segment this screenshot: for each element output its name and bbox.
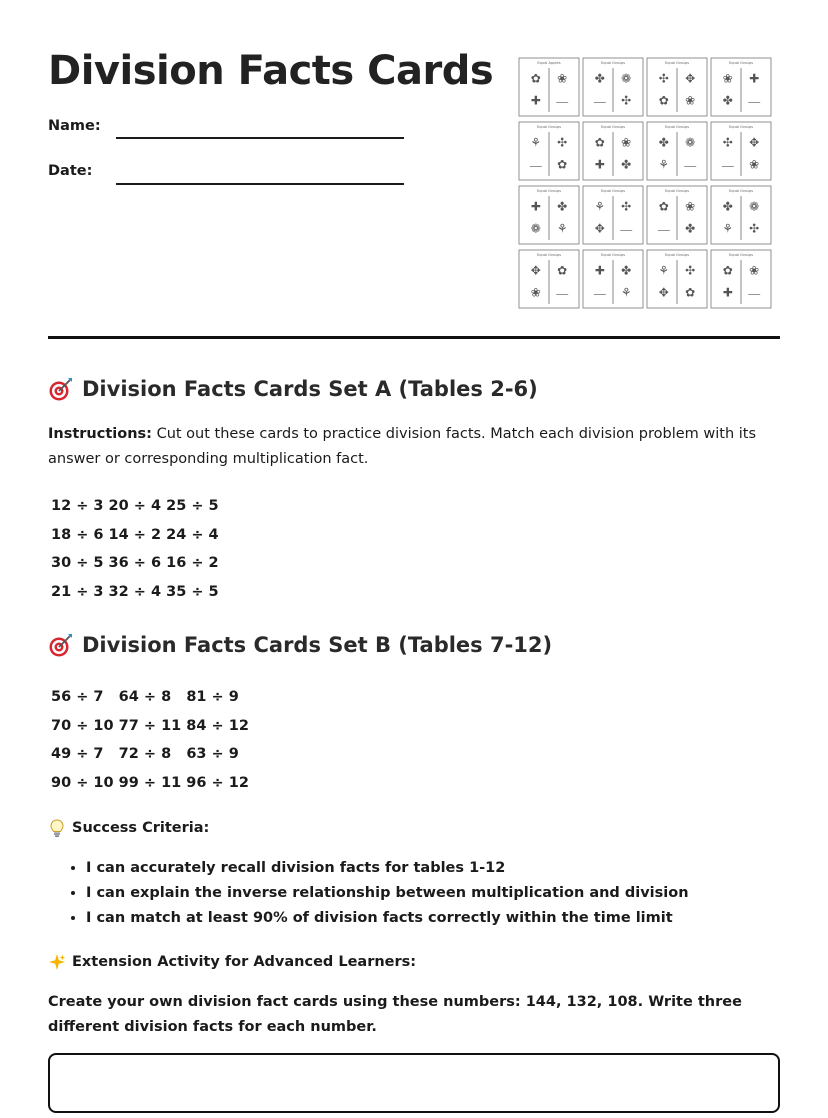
instructions-label: Instructions:: [48, 426, 152, 442]
thumbnail-doodle: ✿: [557, 263, 568, 278]
thumbnail-doodle: ✤: [594, 71, 605, 86]
thumbnail-doodle: ✣: [658, 71, 669, 86]
thumbnail-doodle: ✚: [722, 285, 733, 300]
thumbnail-doodle: ❀: [621, 135, 632, 150]
thumbnail-card-label: Equal Groups: [537, 189, 561, 193]
thumbnail-card-label: Equal Groups: [729, 125, 753, 129]
thumbnail-doodle: ✤: [621, 157, 632, 172]
thumbnail-card: [583, 250, 643, 308]
thumbnail-card-label: Equal Groups: [537, 125, 561, 129]
thumbnail-doodle: ✚: [530, 199, 541, 214]
thumbnail-doodle: ✥: [530, 263, 541, 278]
thumbnail-card-label: Equal Groups: [665, 61, 689, 65]
list-item: • I can match at least 90% of division facts correctly within the time limit: [86, 906, 689, 931]
thumbnail-doodle: ⚘: [530, 135, 542, 150]
thumbnail-card-label: Equal Groups: [601, 61, 625, 65]
date-field: [48, 163, 92, 179]
set-b-title: Division Facts Cards Set B (Tables 7-12): [82, 633, 553, 657]
thumbnail-doodle: ✿: [594, 135, 605, 150]
thumbnail-card: [711, 122, 771, 180]
thumbnail-doodle: ✥: [594, 221, 605, 236]
thumbnail-card-label: Equal Groups: [729, 189, 753, 193]
thumbnail-card: [519, 58, 579, 116]
worksheet-header: [48, 0, 780, 340]
card-row: 18 ÷ 6 14 ÷ 2 24 ÷ 4: [51, 526, 219, 543]
card-row: 30 ÷ 5 36 ÷ 6 16 ÷ 2: [51, 555, 219, 571]
thumbnail-doodle: ✥: [685, 71, 696, 86]
thumbnail-card-label: Equal Groups: [601, 125, 625, 129]
thumbnail-doodle: ⚘: [722, 221, 734, 236]
thumbnail-card: [647, 250, 707, 308]
thumbnail-doodle: ❀: [685, 93, 696, 108]
set-b-cards: [51, 683, 249, 797]
thumbnail-doodle: ❁: [685, 135, 696, 150]
thumbnail-doodle: ❁: [749, 199, 760, 214]
thumbnail-doodle: ✣: [685, 263, 696, 278]
header-divider: [48, 336, 780, 339]
thumbnail-card: [647, 122, 707, 180]
thumbnail-card: [711, 58, 771, 116]
thumbnail-doodle: ✿: [685, 285, 696, 300]
thumbnail-doodle: ❀: [749, 157, 760, 172]
set-a-heading: [48, 376, 538, 402]
thumbnail-doodle: ✥: [749, 135, 760, 150]
thumbnail-doodle: ✿: [722, 263, 733, 278]
thumbnail-card: [647, 186, 707, 244]
thumbnail-card-label: Equal Apples: [537, 61, 561, 65]
instructions: [48, 422, 780, 472]
thumbnail-card-label: Equal Groups: [601, 189, 625, 193]
thumbnail-doodle: ✤: [722, 93, 733, 108]
thumbnail-card-label: Equal Groups: [665, 125, 689, 129]
thumbnail-doodle: ❀: [685, 199, 696, 214]
thumbnail-doodle: ✣: [722, 135, 733, 150]
set-a-title: Division Facts Cards Set A (Tables 2-6): [82, 377, 538, 401]
thumbnail-card: [519, 186, 579, 244]
thumbnail-doodle: ✚: [530, 93, 541, 108]
thumbnail-doodle: ✚: [749, 71, 760, 86]
set-b-heading: [48, 632, 552, 658]
thumbnail-card: [519, 250, 579, 308]
thumbnail-doodle: ⚘: [620, 285, 632, 300]
date-write-line: [116, 183, 404, 185]
thumbnail-doodle: ❀: [530, 285, 541, 300]
thumbnail-doodle: ✿: [658, 199, 669, 214]
card-row: 70 ÷ 10 77 ÷ 11 84 ÷ 12: [51, 717, 249, 734]
sparkle-icon: [48, 952, 66, 972]
thumbnail-doodle: ✤: [722, 199, 733, 214]
thumbnail-doodle: ✣: [621, 93, 632, 108]
thumbnail-doodle: ✿: [530, 71, 541, 86]
date-label: Date:: [48, 163, 93, 179]
thumbnail-doodle: ⚘: [658, 157, 670, 172]
thumbnail-doodle: ❀: [557, 71, 568, 86]
thumbnail-doodle: ❀: [749, 263, 760, 278]
card-row: 12 ÷ 3 20 ÷ 4 25 ÷ 5: [51, 498, 219, 514]
set-a-cards: [51, 492, 219, 606]
name-write-line: [116, 137, 404, 139]
thumbnail-doodle: ✤: [658, 135, 669, 150]
extension-heading: [48, 952, 416, 972]
dart-target-icon: [48, 632, 74, 658]
thumbnail-card-label: Equal Groups: [729, 253, 753, 257]
card-row: 21 ÷ 3 32 ÷ 4 35 ÷ 5: [51, 583, 219, 600]
list-item: • I can accurately recall division facts for tables 1-12: [86, 856, 689, 881]
card-row: 56 ÷ 7 64 ÷ 8 81 ÷ 9: [51, 689, 239, 705]
thumbnail-doodle: ✚: [594, 263, 605, 278]
thumbnail-doodle: ❁: [621, 71, 632, 86]
list-item: • I can explain the inverse relationship between multiplication and division: [86, 881, 689, 906]
thumbnail-doodle: ✤: [621, 263, 632, 278]
thumbnail-doodle: ✣: [749, 221, 760, 236]
success-criteria-list: [68, 856, 689, 931]
thumbnail-doodle: ⚘: [658, 263, 670, 278]
thumbnail-doodle: ❁: [530, 221, 541, 236]
thumbnail-doodle: ✚: [594, 157, 605, 172]
thumbnail-card: [583, 186, 643, 244]
thumbnail-doodle: ⚘: [556, 221, 568, 236]
thumbnail-card: [711, 250, 771, 308]
extension-title: Extension Activity for Advanced Learners:: [72, 954, 417, 970]
thumbnail-card: [583, 58, 643, 116]
card-row: 90 ÷ 10 99 ÷ 11 96 ÷ 12: [51, 774, 249, 791]
success-criteria-heading: [48, 818, 209, 838]
thumbnail-doodle: ✿: [658, 93, 669, 108]
thumbnail-doodle: ✤: [685, 221, 696, 236]
thumbnail-card-label: Equal Groups: [665, 253, 689, 257]
thumbnail-card: [519, 122, 579, 180]
thumbnail-card: [583, 122, 643, 180]
thumbnail-card: [711, 186, 771, 244]
thumbnail-card-label: Equal Groups: [729, 61, 753, 65]
thumbnail-doodle: ✣: [557, 135, 568, 150]
thumbnail-card-label: Equal Groups: [601, 253, 625, 257]
thumbnail-doodle: ✤: [557, 199, 568, 214]
page-title: Division Facts Cards: [48, 48, 494, 94]
thumbnail-doodle: ✿: [557, 157, 568, 172]
thumbnail-doodle: ⚘: [594, 199, 606, 214]
lightbulb-icon: [48, 818, 66, 838]
dart-target-icon: [48, 376, 74, 402]
thumbnail-doodle: ✥: [658, 285, 669, 300]
name-label: Name:: [48, 118, 101, 134]
card-row: 49 ÷ 7 72 ÷ 8 63 ÷ 9: [51, 746, 239, 762]
worksheet-page: [48, 0, 780, 1035]
name-field: [48, 118, 101, 134]
thumbnail-card-label: Equal Groups: [665, 189, 689, 193]
answer-box[interactable]: [48, 1053, 780, 1113]
thumbnail-doodle: ❀: [722, 71, 733, 86]
success-criteria-title: Success Criteria:: [72, 820, 210, 836]
extension-text: Create your own division fact cards using these numbers: 144, 132, 108. Write three different division facts for each number.: [48, 994, 742, 1035]
instructions-text: Cut out these cards to practice division facts. Match each division problem with its answer or corresponding multiplication fact.: [48, 426, 757, 467]
thumbnail-card-label: Equal Groups: [537, 253, 561, 257]
thumbnail-doodle: ✣: [621, 199, 632, 214]
thumbnail-card: [647, 58, 707, 116]
worksheet-thumbnail-image: [518, 57, 782, 315]
